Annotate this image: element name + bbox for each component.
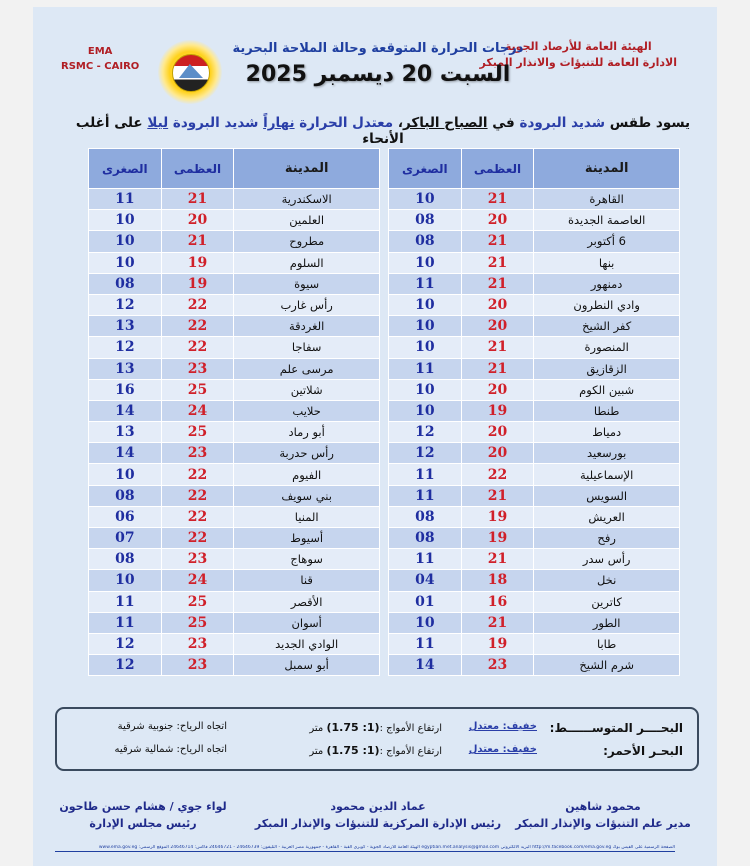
column-header-city: المدينة (234, 149, 380, 189)
min-temp: 14 (389, 655, 462, 676)
max-temp: 21 (461, 612, 534, 633)
table-row (389, 655, 680, 676)
max-temp: 21 (461, 252, 534, 273)
temperature-table-right (388, 148, 680, 676)
min-temp: 12 (389, 422, 462, 443)
table-row (89, 294, 380, 315)
summary-text: يسود طقس (605, 115, 691, 131)
max-temp: 21 (461, 337, 534, 358)
table-row (89, 591, 380, 612)
table-row (89, 379, 380, 400)
max-temp: 25 (161, 422, 234, 443)
min-temp: 12 (89, 337, 162, 358)
city-name: نخل (534, 570, 680, 591)
table-row (89, 485, 380, 506)
min-temp: 10 (389, 337, 462, 358)
max-temp: 23 (161, 443, 234, 464)
min-temp: 10 (389, 612, 462, 633)
organization-code (61, 44, 139, 74)
max-temp: 22 (161, 294, 234, 315)
footer-contact-links[interactable]: الصفحة الرسمية على الفيس بوك http://m.facebook.com/ema.gov.eg البريد الالكتروني egyptian.met.analysis@gmail.com الهيئة العامة للأرصاد الجوية - كوبري القبة - القاهرة - جمهورية مصر العربية - التليفون: 24646739 - 24646721 فاكس: 24646714 الموقع الرسمي: www.ema.gov.eg (55, 845, 675, 852)
city-name: المنصورة (534, 337, 680, 358)
table-row (389, 210, 680, 231)
table-row (389, 528, 680, 549)
column-header-min: الصغرى (89, 149, 162, 189)
min-temp: 10 (389, 316, 462, 337)
table-body (389, 189, 680, 676)
city-name: الزقازيق (534, 358, 680, 379)
min-temp: 10 (89, 464, 162, 485)
city-name: الغردقة (234, 316, 380, 337)
min-temp: 10 (89, 252, 162, 273)
table-row (89, 252, 380, 273)
table-row (389, 189, 680, 210)
table-row (389, 358, 680, 379)
document-title: درجات الحرارة المتوقعة وحالة الملاحة البحرية (232, 41, 524, 56)
signatory-name: محمود شاهين (565, 800, 641, 813)
city-name: بني سويف (234, 485, 380, 506)
max-temp: 22 (161, 337, 234, 358)
table-header-row (89, 149, 380, 189)
table-row (389, 252, 680, 273)
max-temp: 21 (461, 231, 534, 252)
table-row (89, 633, 380, 654)
city-name: بنها (534, 252, 680, 273)
table-row (89, 549, 380, 570)
city-name: سفاجا (234, 337, 380, 358)
table-row (89, 231, 380, 252)
min-temp: 14 (89, 400, 162, 421)
wave-height (309, 744, 442, 757)
max-temp: 19 (461, 400, 534, 421)
red-sea-row (57, 744, 697, 762)
min-temp: 08 (389, 231, 462, 252)
max-temp: 21 (461, 189, 534, 210)
city-name: العلمين (234, 210, 380, 231)
table-row (389, 294, 680, 315)
max-temp: 20 (461, 379, 534, 400)
table-row (89, 400, 380, 421)
max-temp: 23 (461, 655, 534, 676)
min-temp: 12 (89, 655, 162, 676)
city-name: الأقصر (234, 591, 380, 612)
wave-unit: متر (309, 746, 324, 757)
org-name: الهيئة العامة للأرصاد الجوية (504, 40, 652, 53)
ema-logo-icon (158, 40, 222, 104)
min-temp: 12 (389, 443, 462, 464)
city-name: رأس سدر (534, 549, 680, 570)
min-temp: 04 (389, 570, 462, 591)
max-temp: 20 (461, 210, 534, 231)
table-row (389, 316, 680, 337)
weather-summary (73, 115, 693, 147)
city-name: بورسعيد (534, 443, 680, 464)
min-temp: 10 (389, 294, 462, 315)
max-temp: 22 (161, 506, 234, 527)
city-name: حلايب (234, 400, 380, 421)
max-temp: 22 (161, 464, 234, 485)
wave-unit: متر (309, 723, 324, 734)
max-temp: 21 (461, 485, 534, 506)
max-temp: 23 (161, 549, 234, 570)
signature-chairman (43, 798, 243, 832)
signatory-title: رئيس الإدارة المركزية للتنبؤات والإنذار المبكر (254, 817, 502, 830)
signature-forecast-director (503, 798, 703, 832)
min-temp: 13 (89, 422, 162, 443)
table-row (389, 612, 680, 633)
table-row (389, 379, 680, 400)
table-row (89, 358, 380, 379)
table-row (389, 633, 680, 654)
max-temp: 24 (161, 400, 234, 421)
temperature-table-left (88, 148, 380, 676)
min-temp: 11 (389, 464, 462, 485)
max-temp: 25 (161, 591, 234, 612)
city-name: الفيوم (234, 464, 380, 485)
summary-highlight: شديد البرودة (172, 115, 259, 131)
city-name: شلاتين (234, 379, 380, 400)
sea-name: البحـر الأحمر: (603, 744, 683, 758)
signatory-name: عماد الدين محمود (330, 800, 426, 813)
max-temp: 25 (161, 612, 234, 633)
city-name: مرسى علم (234, 358, 380, 379)
max-temp: 19 (461, 528, 534, 549)
table-row (389, 337, 680, 358)
city-name: دمياط (534, 422, 680, 443)
column-header-min: الصغرى (389, 149, 462, 189)
city-name: دمنهور (534, 273, 680, 294)
sea-state: خفيف: معتدل (468, 744, 537, 755)
signatory-title: مدير علم التنبؤات والإنذار المبكر (515, 817, 691, 830)
max-temp: 18 (461, 570, 534, 591)
min-temp: 13 (89, 316, 162, 337)
max-temp: 21 (161, 231, 234, 252)
table-row (89, 337, 380, 358)
table-row (389, 464, 680, 485)
table-row (89, 506, 380, 527)
marine-conditions-box (55, 707, 699, 771)
city-name: مطروح (234, 231, 380, 252)
city-name: شبين الكوم (534, 379, 680, 400)
wind-direction: اتجاه الرياح: شمالية شرقيه (114, 744, 227, 755)
city-name: أبو سمبل (234, 655, 380, 676)
wind-direction: اتجاه الرياح: جنوبية شرقية (117, 721, 227, 732)
sea-name: البحــــر المتوســــــط: (549, 721, 683, 735)
signatory-title: رئيس مجلس الإدارة (89, 817, 197, 830)
city-name: سوهاج (234, 549, 380, 570)
table-row (89, 612, 380, 633)
wave-height (309, 721, 442, 734)
min-temp: 10 (89, 570, 162, 591)
city-name: الطور (534, 612, 680, 633)
sea-state: خفيف: معتدل (468, 721, 537, 732)
max-temp: 16 (461, 591, 534, 612)
city-name: أسوان (234, 612, 380, 633)
max-temp: 21 (461, 549, 534, 570)
table-row (389, 570, 680, 591)
min-temp: 08 (89, 485, 162, 506)
table-row (89, 655, 380, 676)
max-temp: 22 (161, 485, 234, 506)
max-temp: 25 (161, 379, 234, 400)
table-row (389, 400, 680, 421)
min-temp: 12 (89, 294, 162, 315)
min-temp: 08 (389, 506, 462, 527)
wave-label: ارتفاع الأمواج : (379, 723, 442, 734)
table-row (89, 443, 380, 464)
max-temp: 20 (161, 210, 234, 231)
min-temp: 08 (389, 528, 462, 549)
min-temp: 11 (389, 273, 462, 294)
table-row (389, 231, 680, 252)
max-temp: 19 (461, 633, 534, 654)
max-temp: 22 (161, 316, 234, 337)
table-row (389, 506, 680, 527)
table-row (389, 591, 680, 612)
min-temp: 12 (89, 633, 162, 654)
min-temp: 11 (89, 612, 162, 633)
table-row (389, 273, 680, 294)
max-temp: 21 (461, 358, 534, 379)
table-row (389, 485, 680, 506)
city-name: الإسماعيلية (534, 464, 680, 485)
min-temp: 11 (89, 189, 162, 210)
max-temp: 19 (461, 506, 534, 527)
summary-underlined: الصباح الباكر (403, 115, 488, 131)
table-row (89, 422, 380, 443)
min-temp: 14 (89, 443, 162, 464)
wave-value: (1: 1.75) (326, 744, 380, 757)
summary-highlight: ليلا (147, 115, 169, 131)
max-temp: 19 (161, 252, 234, 273)
min-temp: 10 (389, 189, 462, 210)
max-temp: 23 (161, 358, 234, 379)
max-temp: 20 (461, 316, 534, 337)
table-row (89, 570, 380, 591)
city-name: رفح (534, 528, 680, 549)
min-temp: 10 (89, 231, 162, 252)
summary-text: ، (393, 115, 404, 131)
max-temp: 20 (461, 443, 534, 464)
min-temp: 11 (89, 591, 162, 612)
max-temp: 20 (461, 294, 534, 315)
city-name: رأس حدربة (234, 443, 380, 464)
column-header-city: المدينة (534, 149, 680, 189)
column-header-max: العظمى (161, 149, 234, 189)
summary-text: على أغلب الأنحاء (75, 115, 404, 147)
table-header-row (389, 149, 680, 189)
city-name: السلوم (234, 252, 380, 273)
max-temp: 22 (461, 464, 534, 485)
city-name: المنيا (234, 506, 380, 527)
forecast-document (33, 7, 717, 866)
city-name: سيوة (234, 273, 380, 294)
city-name: طابا (534, 633, 680, 654)
max-temp: 21 (461, 273, 534, 294)
max-temp: 24 (161, 570, 234, 591)
max-temp: 23 (161, 633, 234, 654)
min-temp: 11 (389, 485, 462, 506)
min-temp: 11 (389, 633, 462, 654)
city-name: الوادي الجديد (234, 633, 380, 654)
min-temp: 13 (89, 358, 162, 379)
city-name: شرم الشيخ (534, 655, 680, 676)
city-name: العريش (534, 506, 680, 527)
min-temp: 11 (389, 358, 462, 379)
table-body (89, 189, 380, 676)
table-row (89, 189, 380, 210)
min-temp: 11 (389, 549, 462, 570)
city-name: أبو رماد (234, 422, 380, 443)
summary-highlight: شديد البرودة (519, 115, 606, 131)
summary-highlight: نهاراً (263, 115, 295, 131)
min-temp: 10 (389, 379, 462, 400)
city-name: وادي النطرون (534, 294, 680, 315)
table-row (89, 210, 380, 231)
table-row (89, 316, 380, 337)
table-row (89, 464, 380, 485)
city-name: أسيوط (234, 528, 380, 549)
table-row (389, 443, 680, 464)
table-row (89, 273, 380, 294)
org-department: الادارة العامة للتنبؤات والانذار المبكر (479, 56, 677, 69)
city-name: رأس غارب (234, 294, 380, 315)
document-date: السبت 20 ديسمبر 2025 (245, 62, 511, 87)
summary-text: في (487, 115, 520, 131)
signature-central-director (233, 798, 523, 832)
summary-highlight: معتدل الحرارة (299, 115, 394, 131)
column-header-max: العظمى (461, 149, 534, 189)
min-temp: 08 (89, 273, 162, 294)
city-name: طنطا (534, 400, 680, 421)
min-temp: 10 (89, 210, 162, 231)
table-row (389, 422, 680, 443)
max-temp: 23 (161, 655, 234, 676)
min-temp: 10 (389, 400, 462, 421)
min-temp: 01 (389, 591, 462, 612)
min-temp: 10 (389, 252, 462, 273)
city-name: العاصمة الجديدة (534, 210, 680, 231)
table-row (389, 549, 680, 570)
city-name: كفر الشيخ (534, 316, 680, 337)
min-temp: 07 (89, 528, 162, 549)
wave-label: ارتفاع الأمواج : (379, 746, 442, 757)
max-temp: 19 (161, 273, 234, 294)
city-name: الاسكندرية (234, 189, 380, 210)
max-temp: 20 (461, 422, 534, 443)
min-temp: 08 (89, 549, 162, 570)
min-temp: 08 (389, 210, 462, 231)
org-code-ema: EMA (87, 46, 113, 57)
city-name: كاترين (534, 591, 680, 612)
city-name: السويس (534, 485, 680, 506)
min-temp: 16 (89, 379, 162, 400)
mediterranean-row (57, 721, 697, 739)
logo-emblem (172, 54, 210, 92)
min-temp: 06 (89, 506, 162, 527)
max-temp: 22 (161, 528, 234, 549)
city-name: 6 أكتوبر (534, 231, 680, 252)
max-temp: 21 (161, 189, 234, 210)
table-row (89, 528, 380, 549)
signatory-name: لواء جوي / هشام حسن طاحون (59, 800, 227, 813)
city-name: القاهرة (534, 189, 680, 210)
wave-value: (1: 1.75) (326, 721, 380, 734)
city-name: قنا (234, 570, 380, 591)
org-code-rsmc: RSMC - CAIRO (61, 61, 140, 72)
